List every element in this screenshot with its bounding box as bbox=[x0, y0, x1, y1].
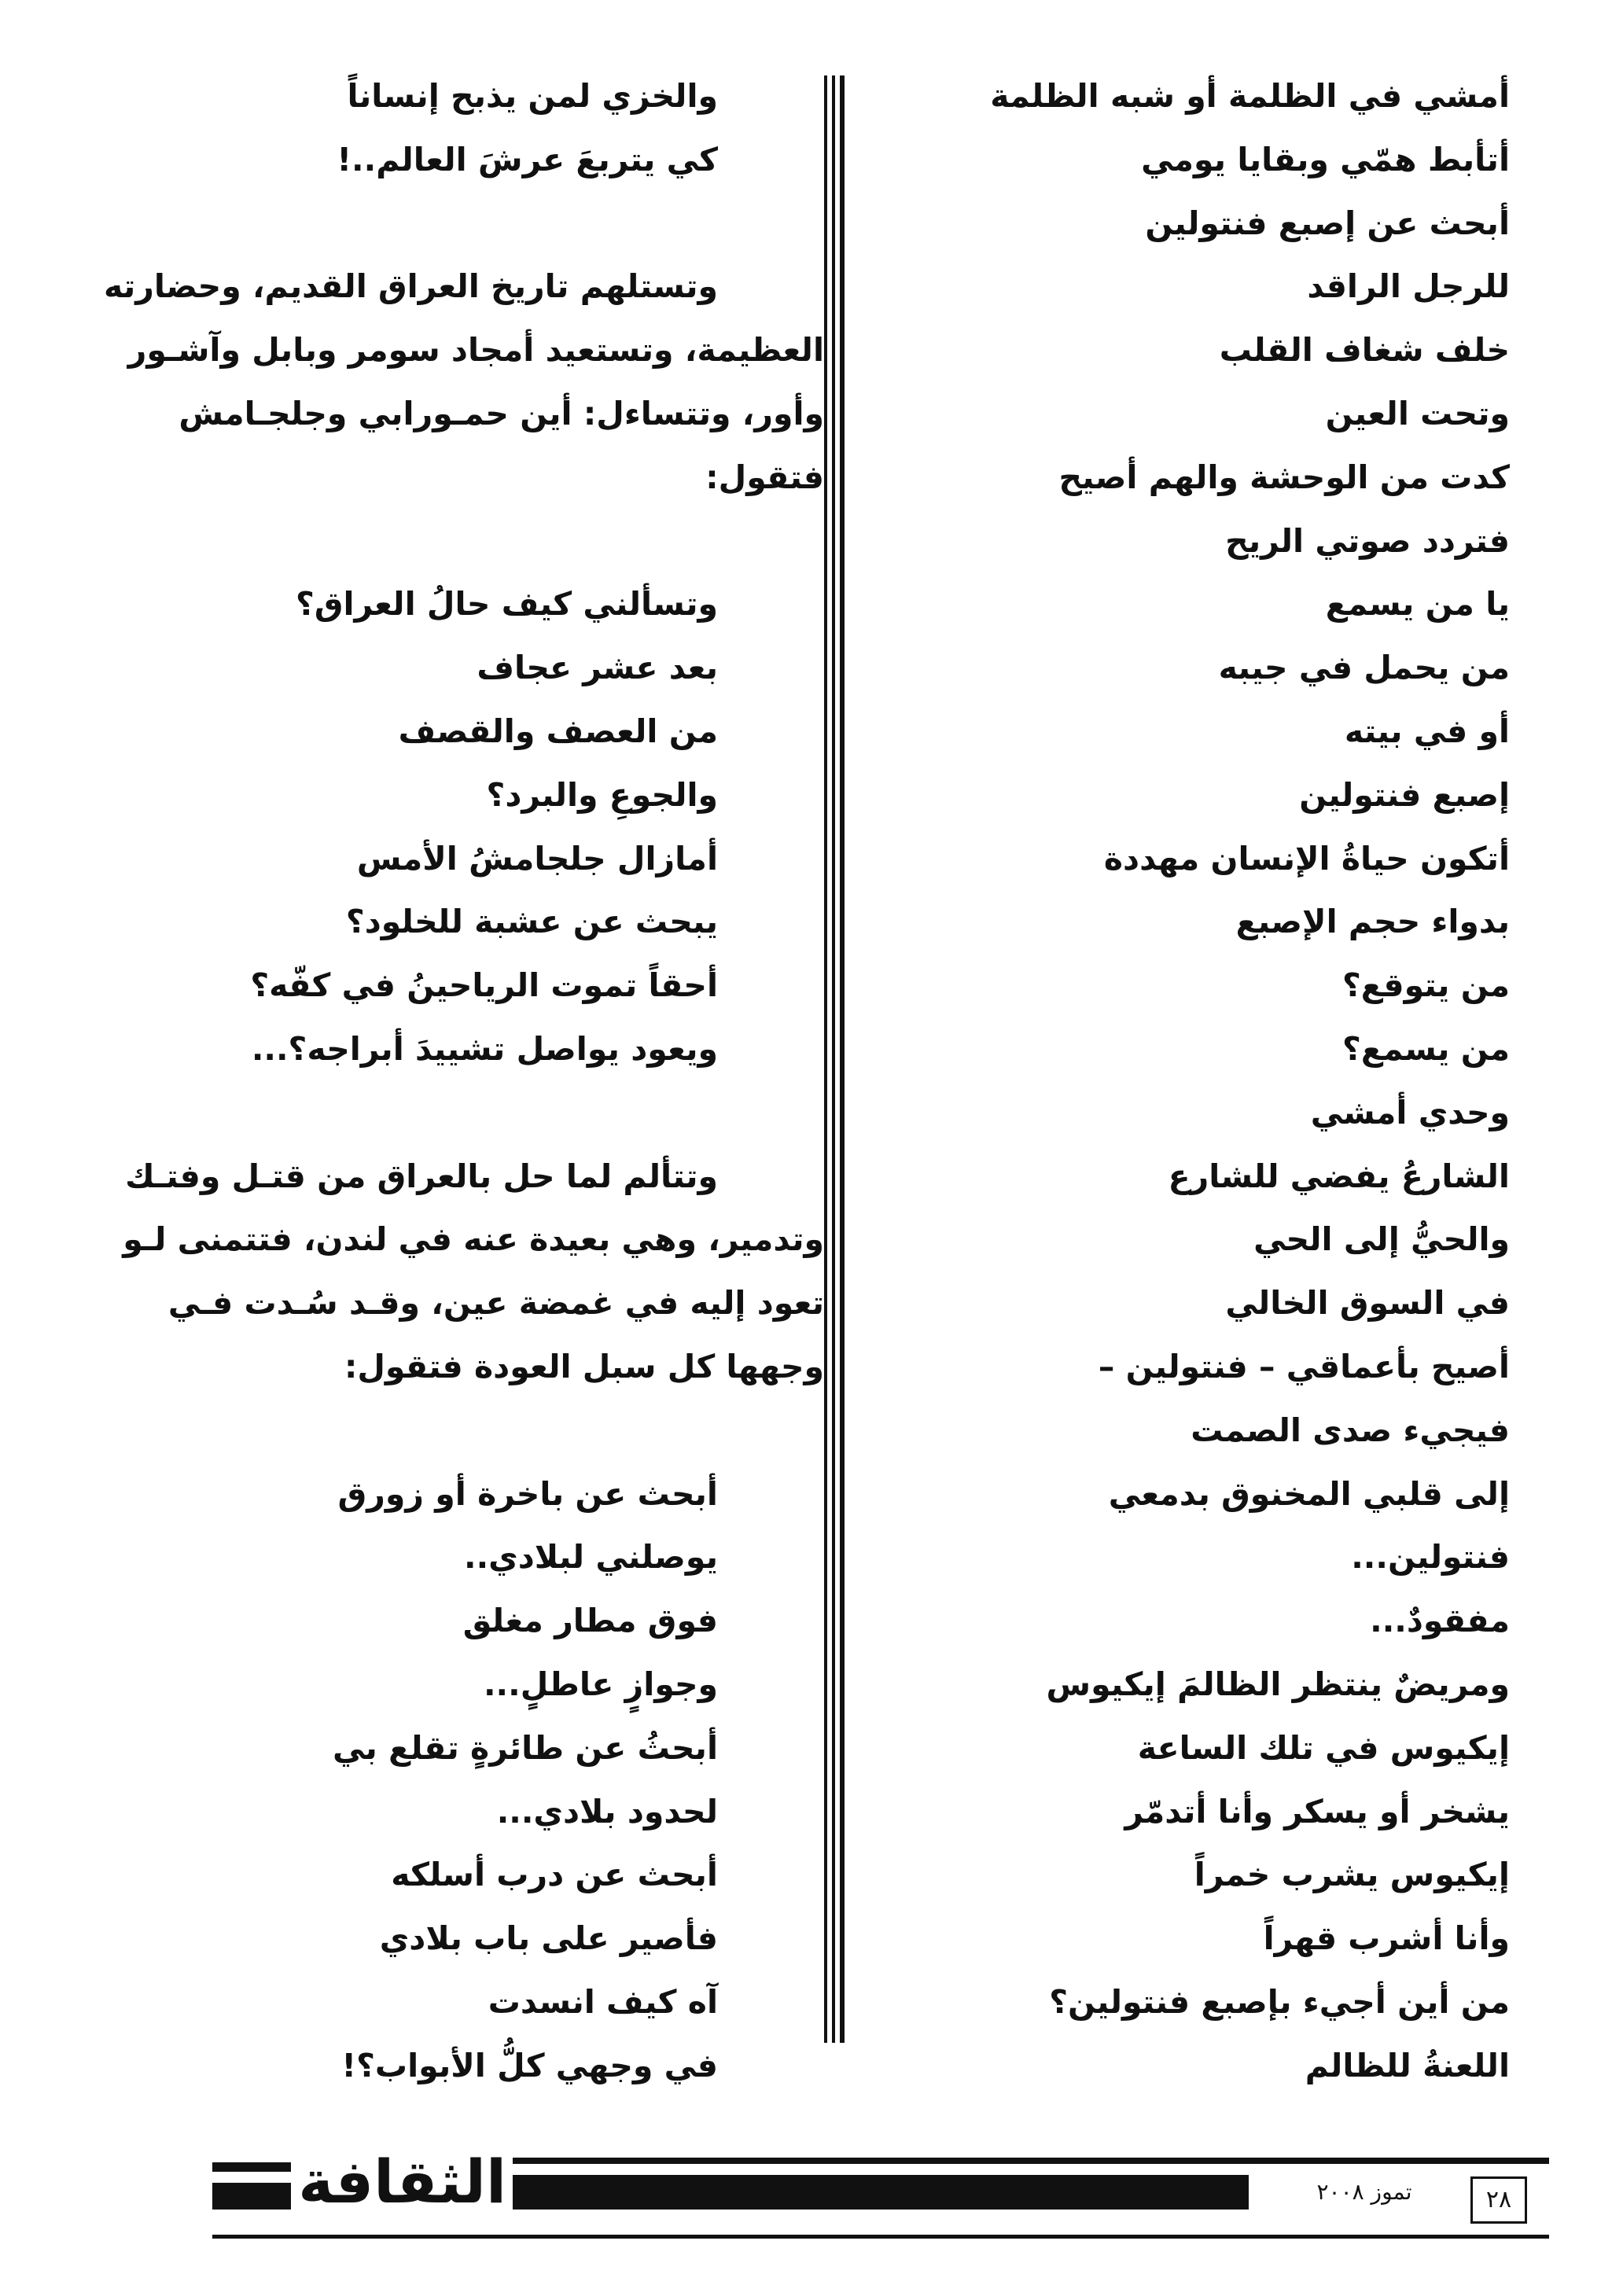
column-divider bbox=[823, 75, 846, 2043]
verse-line: يا من يسمع bbox=[1325, 585, 1510, 624]
verse-line: أبحث عن درب أسلكه bbox=[391, 1856, 718, 1894]
prose-paragraph-1 bbox=[93, 255, 824, 509]
verse-line: يبحث عن عشبة للخلود؟ bbox=[345, 903, 718, 941]
prose-line: وتتألم لما حل بالعراق من قتـل وفتـك bbox=[125, 1157, 718, 1195]
stanza-1 bbox=[93, 64, 824, 192]
footer-rule-bottom bbox=[212, 2235, 1549, 2239]
stanza-3 bbox=[93, 1463, 824, 2098]
verse-line: أبحث عن إصبع فنتولين bbox=[1145, 204, 1510, 242]
prose-paragraph-2 bbox=[93, 1145, 824, 1399]
verse-line: الشارعُ يفضي للشارع bbox=[1168, 1157, 1510, 1195]
verse-line: فنتولين... bbox=[1351, 1538, 1510, 1577]
page-footer bbox=[212, 2131, 1549, 2249]
right-column-poem bbox=[896, 64, 1510, 2098]
verse-line: ويعود يواصل تشييدَ أبراجه؟... bbox=[251, 1029, 718, 1068]
prose-line: فتقول: bbox=[705, 458, 824, 496]
verse-line: وجوازٍ عاطلٍ... bbox=[483, 1665, 718, 1703]
verse-line: وأنا أشرب قهراً bbox=[1263, 1919, 1510, 1958]
verse-line: بعد عشر عجاف bbox=[477, 649, 718, 687]
left-column bbox=[93, 64, 824, 2098]
verse-line: فأصير على باب بلادي bbox=[379, 1919, 718, 1958]
verse-line: فوق مطار مغلق bbox=[462, 1602, 718, 1640]
verse-line: مفقودٌ... bbox=[1370, 1602, 1510, 1640]
verse-line: فتردد صوتي الريح bbox=[1225, 521, 1510, 560]
verse-line: بدواء حجم الإصبع bbox=[1235, 903, 1510, 941]
prose-line: العظيمة، وتستعيد أمجاد سومر وبابل وآشـور bbox=[127, 331, 824, 370]
verse-line: والخزي لمن يذبح إنساناً bbox=[347, 77, 718, 115]
verse-line: أمازال جلجامشُ الأمس bbox=[356, 839, 718, 878]
footer-black-bar bbox=[513, 2175, 1249, 2210]
prose-line: وجهها كل سبل العودة فتقول: bbox=[344, 1347, 824, 1385]
verse-line: إلى قلبي المخنوق بدمعي bbox=[1108, 1474, 1510, 1513]
verse-line: كدت من الوحشة والهم أصيح bbox=[1058, 458, 1510, 496]
verse-line: أتكون حياةُ الإنسان مهددة bbox=[1103, 839, 1510, 878]
verse-line: يشخر أو يسكر وأنا أتدمّر bbox=[1124, 1792, 1510, 1831]
prose-line: وتستلهم تاريخ العراق القديم، وحضارته bbox=[104, 267, 718, 306]
stanza-2 bbox=[93, 572, 824, 1080]
verse-line: من يحمل في جيبه bbox=[1218, 649, 1510, 687]
verse-line: من يتوقع؟ bbox=[1341, 966, 1510, 1005]
verse-line: إصبع فنتولين bbox=[1299, 775, 1510, 814]
magazine-masthead: الثقافة bbox=[298, 2147, 506, 2217]
verse-line: في وجهي كلُّ الأبواب؟! bbox=[341, 2046, 718, 2084]
verse-line: ومريضٌ ينتظر الظالمَ إيكيوس bbox=[1046, 1665, 1510, 1703]
verse-line: إيكيوس يشرب خمراً bbox=[1194, 1856, 1510, 1894]
verse-line: أبحث عن باخرة أو زورق bbox=[337, 1474, 718, 1513]
verse-line: أتأبط همّي وبقايا يومي bbox=[1141, 140, 1510, 178]
verse-line: لحدود بلادي... bbox=[496, 1792, 718, 1831]
prose-line: وأور، وتتساءل: أين حمـورابي وجلجـامش bbox=[178, 394, 824, 432]
verse-line: من أين أجيء بإصبع فنتولين؟ bbox=[1049, 1982, 1510, 2021]
verse-line: آه كيف انسدت bbox=[488, 1982, 718, 2021]
verse-line: فيجيء صدى الصمت bbox=[1191, 1411, 1510, 1449]
verse-line: والجوعِ والبرد؟ bbox=[486, 775, 718, 814]
page-number: ٢٨ bbox=[1470, 2176, 1527, 2224]
verse-line: وتحت العين bbox=[1325, 394, 1510, 432]
masthead-rule-block bbox=[212, 2183, 291, 2210]
verse-line: أصيح بأعماقي – فنتولين – bbox=[1098, 1347, 1510, 1385]
verse-line: أمشي في الظلمة أو شبه الظلمة bbox=[990, 77, 1510, 115]
footer-rule-top bbox=[513, 2158, 1549, 2164]
verse-line: وتسألني كيف حالُ العراق؟ bbox=[296, 585, 718, 624]
verse-line: يوصلني لبلادي.. bbox=[464, 1538, 718, 1577]
verse-line: والحيُّ إلى الحي bbox=[1253, 1220, 1510, 1259]
verse-line: كي يتربعَ عرشَ العالم..! bbox=[337, 140, 718, 178]
verse-line: من يسمع؟ bbox=[1342, 1029, 1510, 1068]
prose-line: تعود إليه في غمضة عين، وقـد سُـدت فـي bbox=[167, 1284, 824, 1323]
masthead-rule-small bbox=[212, 2162, 291, 2172]
verse-line: أو في بيته bbox=[1344, 712, 1510, 750]
verse-line: اللعنةُ للظالم bbox=[1305, 2046, 1510, 2084]
verse-line: إيكيوس في تلك الساعة bbox=[1137, 1728, 1510, 1767]
verse-line: في السوق الخالي bbox=[1225, 1284, 1510, 1323]
verse-line: وحدي أمشي bbox=[1310, 1093, 1510, 1131]
verse-line: من العصف والقصف bbox=[398, 712, 718, 750]
verse-line: خلف شغاف القلب bbox=[1219, 331, 1510, 370]
prose-line: وتدمير، وهي بعيدة عنه في لندن، فتتمنى لـو bbox=[123, 1220, 824, 1259]
issue-date: تموز ٢٠٠٨ bbox=[1316, 2179, 1412, 2205]
verse-line: أحقاً تموت الرياحينُ في كفّه؟ bbox=[250, 966, 718, 1005]
verse-line: للرجل الراقد bbox=[1307, 267, 1510, 306]
verse-line: أبحثُ عن طائرةٍ تقلع بي bbox=[332, 1728, 718, 1767]
